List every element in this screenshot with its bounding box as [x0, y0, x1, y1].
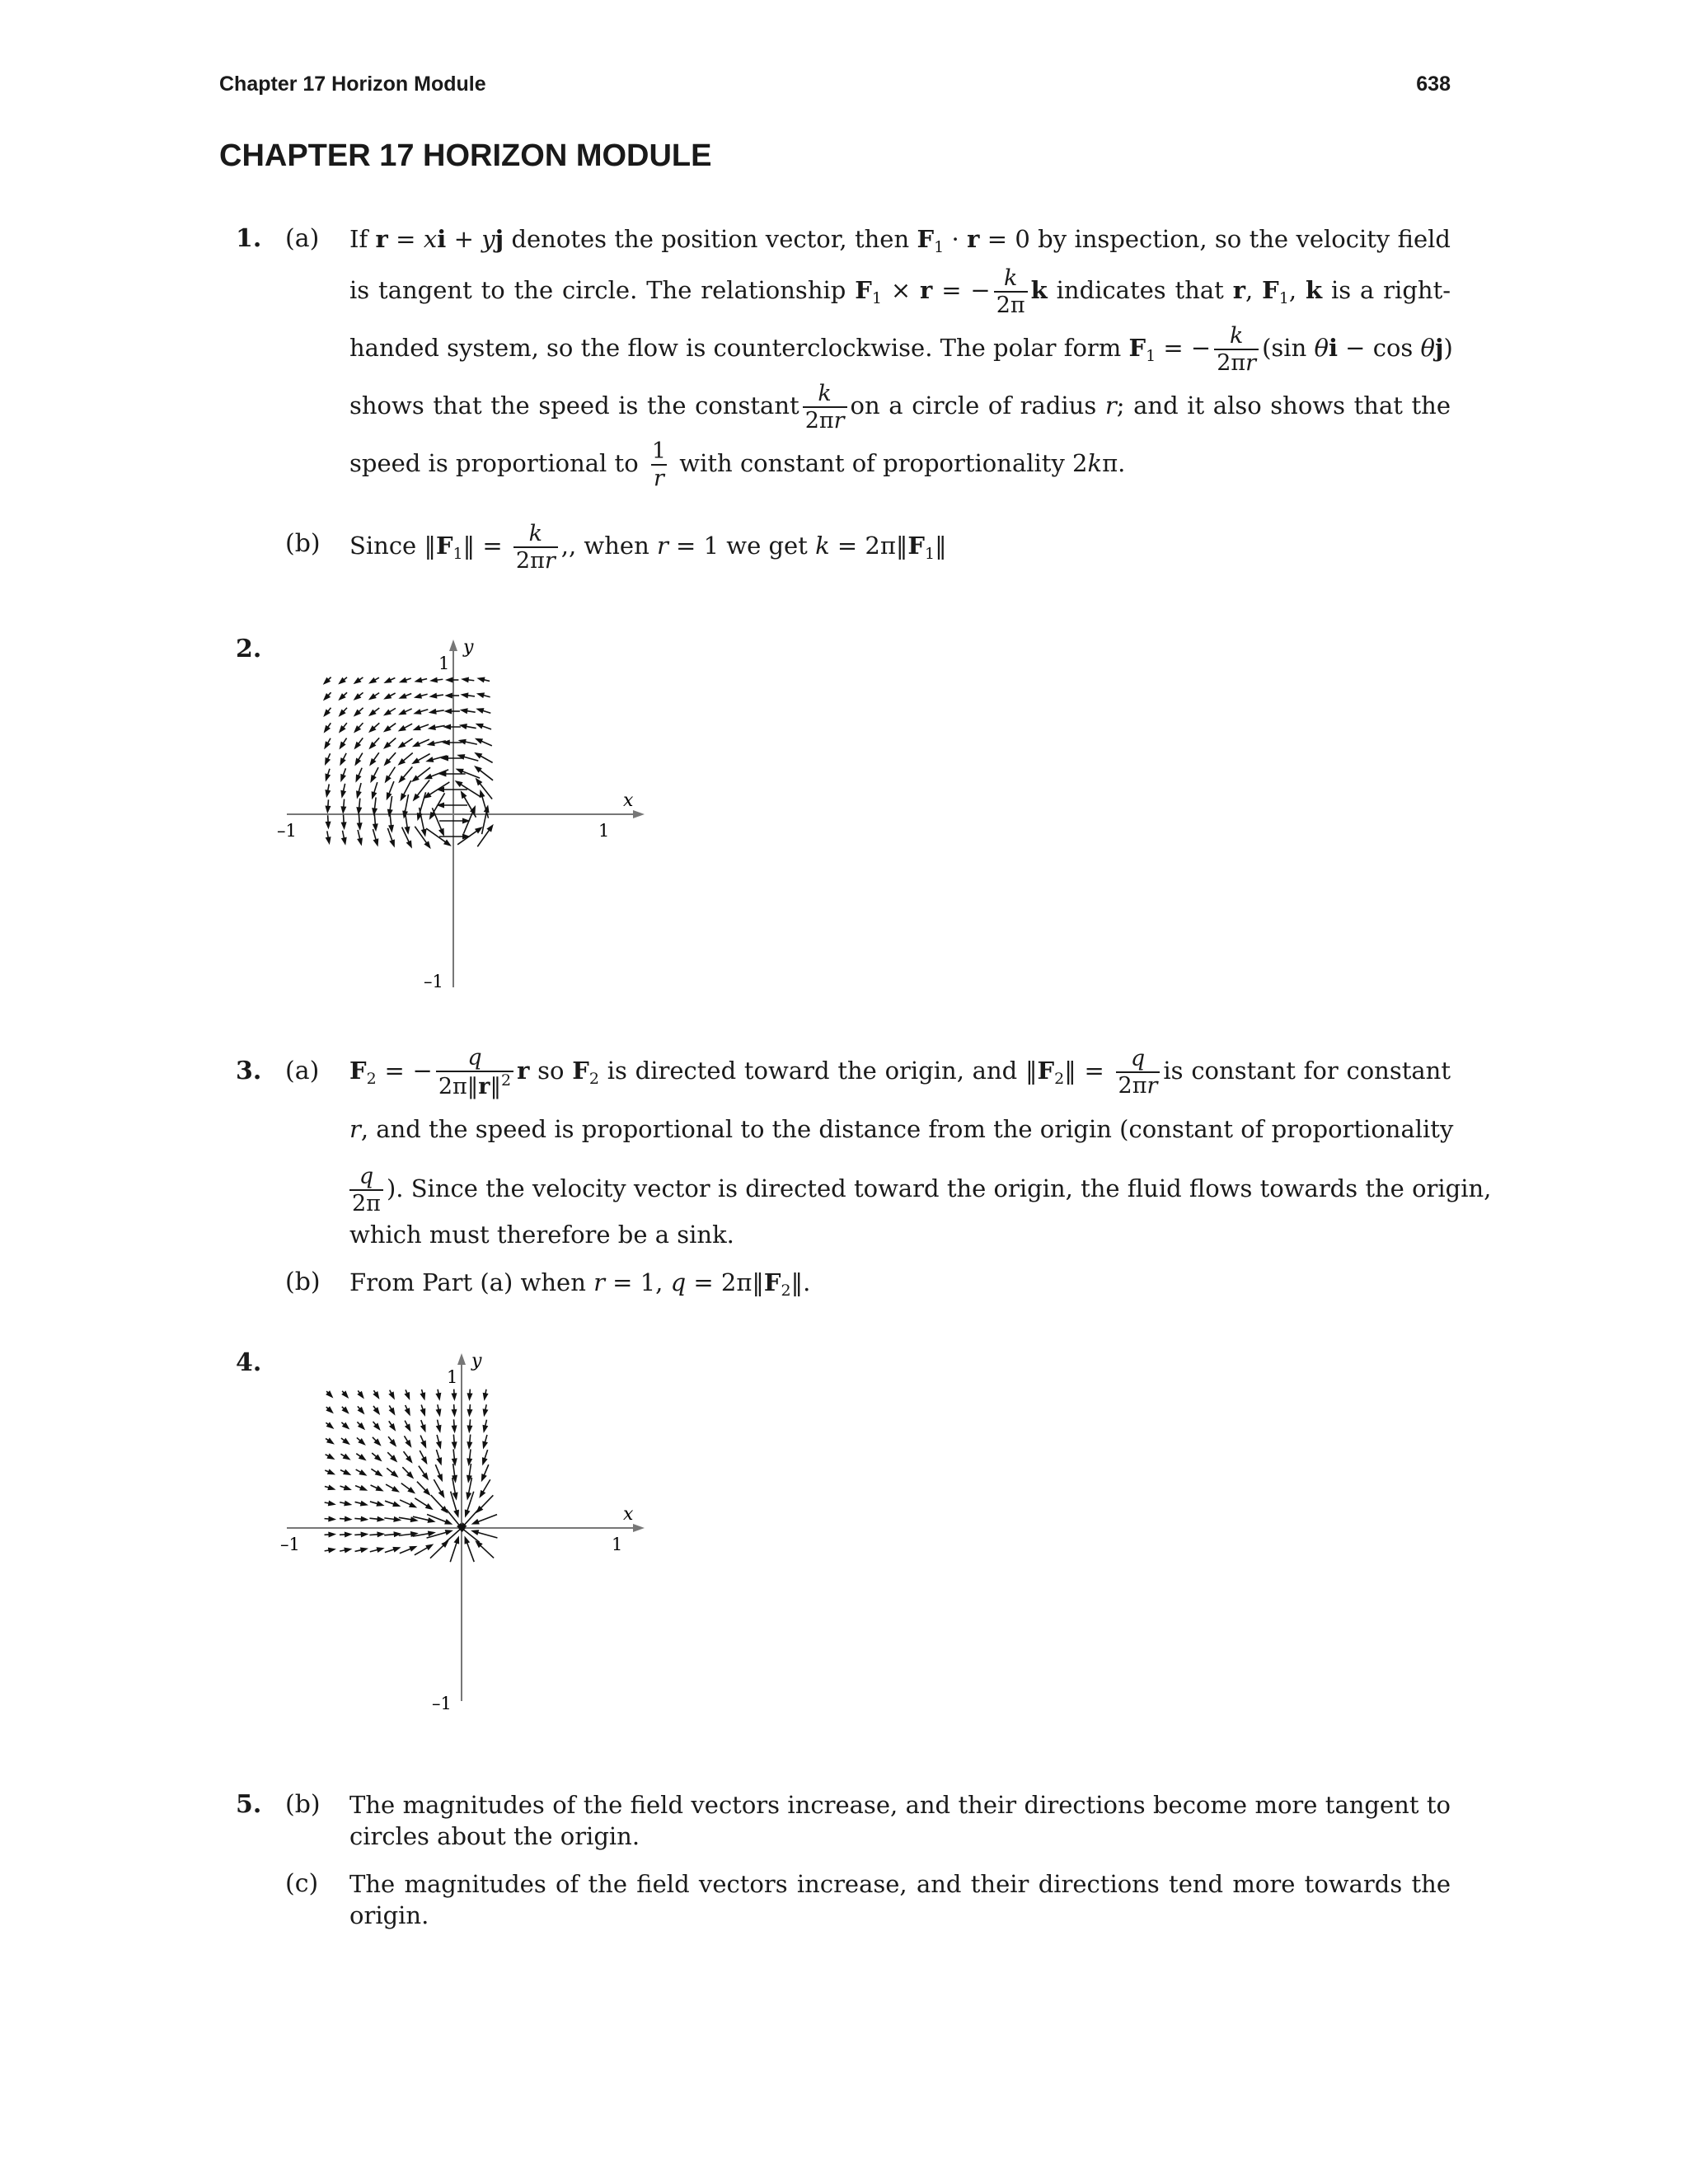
y-axis-arrow-icon — [449, 640, 457, 651]
field-vector-arrowhead-icon — [383, 677, 392, 683]
field-vector-arrowhead-icon — [476, 692, 485, 698]
field-vector-arrowhead-icon — [467, 1458, 472, 1466]
field-vector-arrowhead-icon — [467, 1441, 472, 1450]
field-vector-arrowhead-icon — [424, 841, 430, 849]
field-vector-arrowhead-icon — [360, 1501, 368, 1507]
y-tick-1: 1 — [447, 1367, 458, 1387]
field-vector-arrowhead-icon — [483, 1408, 489, 1417]
y-tick-neg-1: –1 — [432, 1694, 452, 1711]
field-vector-arrowhead-icon — [486, 824, 493, 832]
problem-1a-line-1: If r = xi + yj denotes the position vector, then $F_1 \cdot r = 0$ by inspection, so the velocity field — [349, 225, 1451, 256]
field-vector-arrowhead-icon — [389, 1423, 396, 1432]
field-vector-arrowhead-icon — [360, 1516, 368, 1522]
field-vector-arrowhead-icon — [452, 1441, 457, 1450]
problem-3a-line-3: $\frac{q}{2\pi}$ ). Since the velocity vector is directed toward the origin, the fluid flows towards the origin, — [349, 1164, 1451, 1216]
field-vector-arrowhead-icon — [438, 828, 444, 837]
field-vector-arrowhead-icon — [325, 790, 331, 798]
field-vector-arrowhead-icon — [383, 725, 392, 732]
field-vector-arrowhead-icon — [385, 775, 392, 783]
problem-5b-label: (b) — [285, 1790, 321, 1819]
field-vector-arrowhead-icon — [377, 1531, 385, 1537]
field-vector-arrowhead-icon — [460, 708, 468, 714]
field-vector-arrowhead-icon — [429, 677, 438, 683]
problem-1-number: 1. — [236, 224, 262, 253]
field-vector-arrowhead-icon — [475, 738, 483, 744]
field-vector-arrowhead-icon — [368, 677, 377, 684]
field-vector-arrowhead-icon — [436, 803, 444, 808]
field-vector-arrowhead-icon — [324, 725, 331, 733]
problem-5c-line-2: origin. — [349, 1901, 429, 1929]
field-vector-arrowhead-icon — [465, 1536, 471, 1544]
field-vector-arrowhead-icon — [420, 1441, 426, 1449]
field-vector-arrowhead-icon — [368, 693, 377, 700]
field-vector-arrowhead-icon — [420, 1408, 426, 1417]
field-vector-arrowhead-icon — [404, 1392, 410, 1400]
field-vector-arrowhead-icon — [392, 1502, 401, 1507]
field-vector-arrowhead-icon — [471, 1519, 480, 1525]
field-vector-arrowhead-icon — [341, 837, 347, 846]
x-axis-arrow-icon — [633, 1524, 645, 1532]
field-vector-arrowhead-icon — [483, 1393, 489, 1401]
field-vector-arrowhead-icon — [422, 1472, 429, 1480]
problem-4-number: 4. — [236, 1348, 262, 1377]
field-vector-arrowhead-icon — [452, 1409, 457, 1418]
x-axis-arrow-icon — [633, 810, 645, 818]
field-vector-arrowhead-icon — [357, 1391, 364, 1399]
field-vector-arrowhead-icon — [389, 1408, 396, 1416]
vector-field-plot-4 — [272, 1348, 651, 1711]
field-vector-arrowhead-icon — [407, 1487, 415, 1494]
field-vector-arrowhead-icon — [425, 1503, 434, 1510]
field-vector-arrowhead-icon — [409, 1502, 417, 1507]
field-vector-arrowhead-icon — [340, 806, 346, 814]
field-vector-arrowhead-icon — [345, 1532, 353, 1538]
problem-5b-line-1: The magnitudes of the field vectors increase, and their directions become more tangent to — [349, 1791, 1451, 1819]
field-vector-arrowhead-icon — [343, 1454, 351, 1460]
field-vector-arrowhead-icon — [443, 839, 452, 846]
field-vector-arrowhead-icon — [369, 758, 376, 766]
field-vector-arrowhead-icon — [344, 1548, 352, 1554]
chapter-title: CHAPTER 17 HORIZON MODULE — [219, 138, 712, 173]
field-vector-arrowhead-icon — [377, 1516, 385, 1522]
field-vector-arrowhead-icon — [476, 708, 484, 714]
field-vector-arrowhead-icon — [328, 1516, 336, 1521]
field-vector-arrowhead-icon — [445, 1530, 453, 1535]
field-vector-arrowhead-icon — [444, 709, 452, 715]
field-vector-arrowhead-icon — [406, 840, 412, 848]
problem-1b-text: Since $‖F_1‖$ = $\frac{k}{2\pi r}$ ,, when r = 1 we get $k = 2\pi‖F_1‖$ — [349, 521, 947, 574]
field-vector-arrowhead-icon — [405, 1423, 411, 1432]
field-vector-arrowhead-icon — [420, 1424, 426, 1432]
field-vector-arrowhead-icon — [429, 709, 437, 715]
field-vector-arrowhead-icon — [435, 1393, 441, 1401]
field-vector-arrowhead-icon — [480, 790, 485, 798]
running-header-title: Chapter 17 Horizon Module — [219, 73, 486, 96]
field-vector-arrowhead-icon — [413, 725, 421, 731]
vector-field-arrows — [325, 1390, 498, 1563]
problem-1b-label: (b) — [285, 529, 321, 558]
field-vector-arrowhead-icon — [427, 1517, 435, 1523]
field-vector-arrowhead-icon — [373, 1407, 380, 1415]
field-vector-arrowhead-icon — [359, 1485, 368, 1491]
field-vector-arrowhead-icon — [428, 724, 436, 730]
field-vector-arrowhead-icon — [340, 774, 346, 782]
field-vector-arrowhead-icon — [436, 1457, 442, 1465]
field-vector-arrowhead-icon — [445, 677, 453, 683]
x-axis-label: x — [623, 790, 634, 811]
problem-1a-label: (a) — [285, 224, 320, 253]
field-vector-arrowhead-icon — [425, 1544, 434, 1550]
field-vector-arrowhead-icon — [388, 1391, 395, 1399]
field-vector-arrowhead-icon — [437, 1474, 443, 1482]
field-vector-arrowhead-icon — [455, 780, 463, 787]
field-vector-arrowhead-icon — [482, 1441, 488, 1449]
problem-1a-line-2: is tangent to the circle. The relationship $F_1 \times r$ = − $\frac{k}{2\pi}$ k indicates that r, $F_1$, k is a right- — [349, 265, 1451, 319]
field-vector-arrowhead-icon — [411, 757, 420, 764]
y-axis-label: y — [471, 1351, 482, 1371]
field-vector-arrowhead-icon — [340, 757, 345, 766]
field-vector-arrowhead-icon — [409, 1546, 417, 1552]
x-tick-1: 1 — [598, 821, 610, 841]
field-vector-arrowhead-icon — [414, 693, 422, 699]
y-tick-1: 1 — [438, 654, 450, 673]
field-vector-arrowhead-icon — [375, 1469, 383, 1476]
field-vector-arrowhead-icon — [389, 839, 395, 847]
field-vector-arrowhead-icon — [327, 1484, 335, 1490]
field-vector-arrowhead-icon — [376, 1485, 384, 1491]
field-vector-arrowhead-icon — [444, 1519, 452, 1525]
field-vector-arrowhead-icon — [340, 790, 346, 799]
field-vector-arrowhead-icon — [328, 1532, 336, 1538]
field-vector-arrowhead-icon — [376, 1501, 384, 1507]
field-vector-arrowhead-icon — [326, 822, 331, 830]
field-vector-arrowhead-icon — [467, 1393, 473, 1401]
field-vector-arrowhead-icon — [326, 1453, 335, 1460]
problem-3a-label: (a) — [285, 1057, 320, 1085]
field-vector-arrowhead-icon — [397, 742, 406, 748]
field-vector-arrowhead-icon — [325, 806, 331, 814]
field-vector-arrowhead-icon — [392, 1486, 400, 1493]
field-vector-arrowhead-icon — [420, 1392, 425, 1400]
field-vector-arrowhead-icon — [325, 757, 331, 766]
field-vector-arrowhead-icon — [393, 1531, 401, 1537]
field-vector-arrowhead-icon — [436, 1441, 442, 1449]
field-vector-arrowhead-icon — [324, 741, 331, 749]
field-vector-arrowhead-icon — [398, 709, 406, 715]
problem-5-number: 5. — [236, 1790, 262, 1819]
field-vector-arrowhead-icon — [421, 1456, 428, 1465]
field-vector-arrowhead-icon — [398, 693, 406, 699]
field-vector-arrowhead-icon — [344, 1485, 352, 1491]
field-vector-arrowhead-icon — [326, 773, 331, 781]
problem-3b-label: (b) — [285, 1268, 321, 1296]
field-vector-arrowhead-icon — [442, 740, 450, 746]
field-vector-arrowhead-icon — [344, 1501, 352, 1507]
field-vector-arrowhead-icon — [457, 754, 465, 760]
field-vector-arrowhead-icon — [345, 1516, 353, 1522]
field-vector-arrowhead-icon — [373, 838, 379, 846]
field-vector-arrowhead-icon — [458, 739, 467, 745]
x-tick-neg-1: –1 — [280, 1535, 300, 1554]
field-vector-arrowhead-icon — [444, 693, 452, 699]
field-vector-arrowhead-icon — [398, 725, 406, 732]
field-vector-arrowhead-icon — [370, 775, 377, 783]
field-vector-arrowhead-icon — [377, 1547, 385, 1553]
field-vector-arrowhead-icon — [452, 1425, 457, 1433]
field-vector-arrowhead-icon — [454, 1535, 460, 1544]
problem-1a-line-4: shows that the speed is the constant $\frac{k}{2\pi r}$ on a circle of radius r; and it also shows that the — [349, 381, 1451, 434]
field-vector-arrowhead-icon — [356, 790, 362, 799]
field-vector-arrowhead-icon — [361, 1531, 369, 1537]
field-vector-arrowhead-icon — [327, 1469, 335, 1474]
field-vector-arrowhead-icon — [436, 1408, 442, 1417]
field-vector-arrowhead-icon — [451, 1393, 457, 1401]
field-vector-arrowhead-icon — [406, 1455, 413, 1464]
problem-5c-line-1: The magnitudes of the field vectors increase, and their directions tend more towards the — [349, 1870, 1451, 1898]
field-vector-arrowhead-icon — [425, 757, 434, 762]
field-vector-arrowhead-icon — [452, 1458, 457, 1466]
problem-3a-line-1: $F_2$ = − $\frac{q}{2\pi‖r‖^2}$ r so $F_2$ is directed toward the origin, and $‖F_2‖$ = $\frac{q}{2\pi r}$ is constant for constant — [349, 1045, 1451, 1100]
y-axis-arrow-icon — [457, 1353, 466, 1365]
field-vector-arrowhead-icon — [481, 1474, 487, 1482]
problem-1a-line-3: handed system, so the flow is counterclockwise. The polar form $F_1$ = − $\frac{k}{2\pi r}$ (sin θi − cos θj) — [349, 323, 1453, 377]
field-vector-arrowhead-icon — [467, 1425, 472, 1433]
field-vector-arrowhead-icon — [438, 1490, 445, 1498]
field-vector-arrowhead-icon — [476, 724, 484, 729]
field-vector-arrowhead-icon — [357, 823, 363, 831]
field-vector-arrowhead-icon — [465, 1509, 471, 1517]
field-vector-arrowhead-icon — [359, 1454, 367, 1460]
x-axis-label: x — [623, 1504, 634, 1525]
field-vector-arrowhead-icon — [453, 1510, 459, 1518]
field-vector-arrowhead-icon — [354, 758, 361, 766]
field-vector-arrowhead-icon — [474, 752, 482, 759]
field-vector-arrowhead-icon — [360, 1547, 368, 1553]
field-vector-arrowhead-icon — [328, 1500, 336, 1506]
problem-3a-line-4: which must therefore be a sink. — [349, 1221, 734, 1249]
field-vector-arrowhead-icon — [413, 709, 421, 715]
page-number: 638 — [1416, 73, 1451, 96]
field-vector-arrowhead-icon — [339, 742, 345, 750]
field-vector-arrowhead-icon — [354, 677, 362, 684]
vector-field-plot-2 — [272, 635, 651, 997]
field-vector-arrowhead-icon — [461, 677, 469, 682]
vector-field-arrows — [323, 677, 494, 849]
problem-2-number: 2. — [236, 635, 262, 663]
problem-3b-text: From Part (a) when r = 1, $q = 2\pi‖F_2‖$. — [349, 1268, 811, 1300]
problem-5b-line-2: circles about the origin. — [349, 1822, 640, 1850]
field-vector-arrowhead-icon — [482, 1457, 488, 1465]
field-vector-arrowhead-icon — [373, 1391, 379, 1399]
field-vector-arrowhead-icon — [392, 1547, 401, 1553]
field-vector-arrowhead-icon — [328, 1548, 336, 1554]
field-vector-arrowhead-icon — [412, 741, 420, 747]
field-vector-arrowhead-icon — [414, 677, 422, 683]
field-vector-arrowhead-icon — [460, 692, 468, 698]
field-vector-arrowhead-icon — [401, 793, 407, 801]
field-vector-arrowhead-icon — [341, 822, 347, 830]
problem-3a-line-2: r, and the speed is proportional to the distance from the origin (constant of proportionality — [349, 1115, 1454, 1143]
y-tick-neg-1: –1 — [424, 972, 443, 991]
field-vector-arrowhead-icon — [343, 1469, 351, 1475]
field-vector-arrowhead-icon — [443, 724, 451, 730]
x-tick-1: 1 — [612, 1535, 623, 1554]
field-vector-arrowhead-icon — [326, 1437, 335, 1444]
problem-3-number: 3. — [236, 1057, 262, 1085]
field-vector-arrowhead-icon — [436, 1425, 442, 1433]
field-vector-arrowhead-icon — [482, 1425, 488, 1433]
field-vector-arrowhead-icon — [383, 710, 392, 716]
field-vector-arrowhead-icon — [427, 740, 435, 746]
problem-5c-label: (c) — [285, 1869, 319, 1898]
field-vector-arrowhead-icon — [479, 1490, 485, 1498]
field-vector-arrowhead-icon — [471, 1530, 479, 1535]
field-vector-arrowhead-icon — [467, 1409, 473, 1418]
field-vector-arrowhead-icon — [424, 774, 433, 780]
problem-1a-line-5: speed is proportional to $\frac{1}{r}$ with constant of proportionality 2kπ. — [349, 438, 1126, 492]
field-vector-arrowhead-icon — [326, 837, 331, 845]
field-vector-arrowhead-icon — [383, 693, 392, 700]
field-vector-arrowhead-icon — [357, 837, 363, 846]
field-vector-arrowhead-icon — [429, 693, 437, 699]
field-vector-arrowhead-icon — [359, 1469, 367, 1476]
field-vector-arrowhead-icon — [342, 1438, 350, 1446]
field-vector-arrowhead-icon — [461, 790, 467, 799]
field-vector-arrowhead-icon — [405, 1408, 410, 1416]
y-axis-label: y — [463, 637, 474, 658]
field-vector-arrowhead-icon — [355, 774, 361, 782]
field-vector-arrowhead-icon — [399, 677, 407, 683]
field-vector-arrowhead-icon — [476, 677, 485, 683]
field-vector-arrowhead-icon — [405, 1440, 411, 1448]
x-tick-neg-1: –1 — [277, 821, 297, 841]
